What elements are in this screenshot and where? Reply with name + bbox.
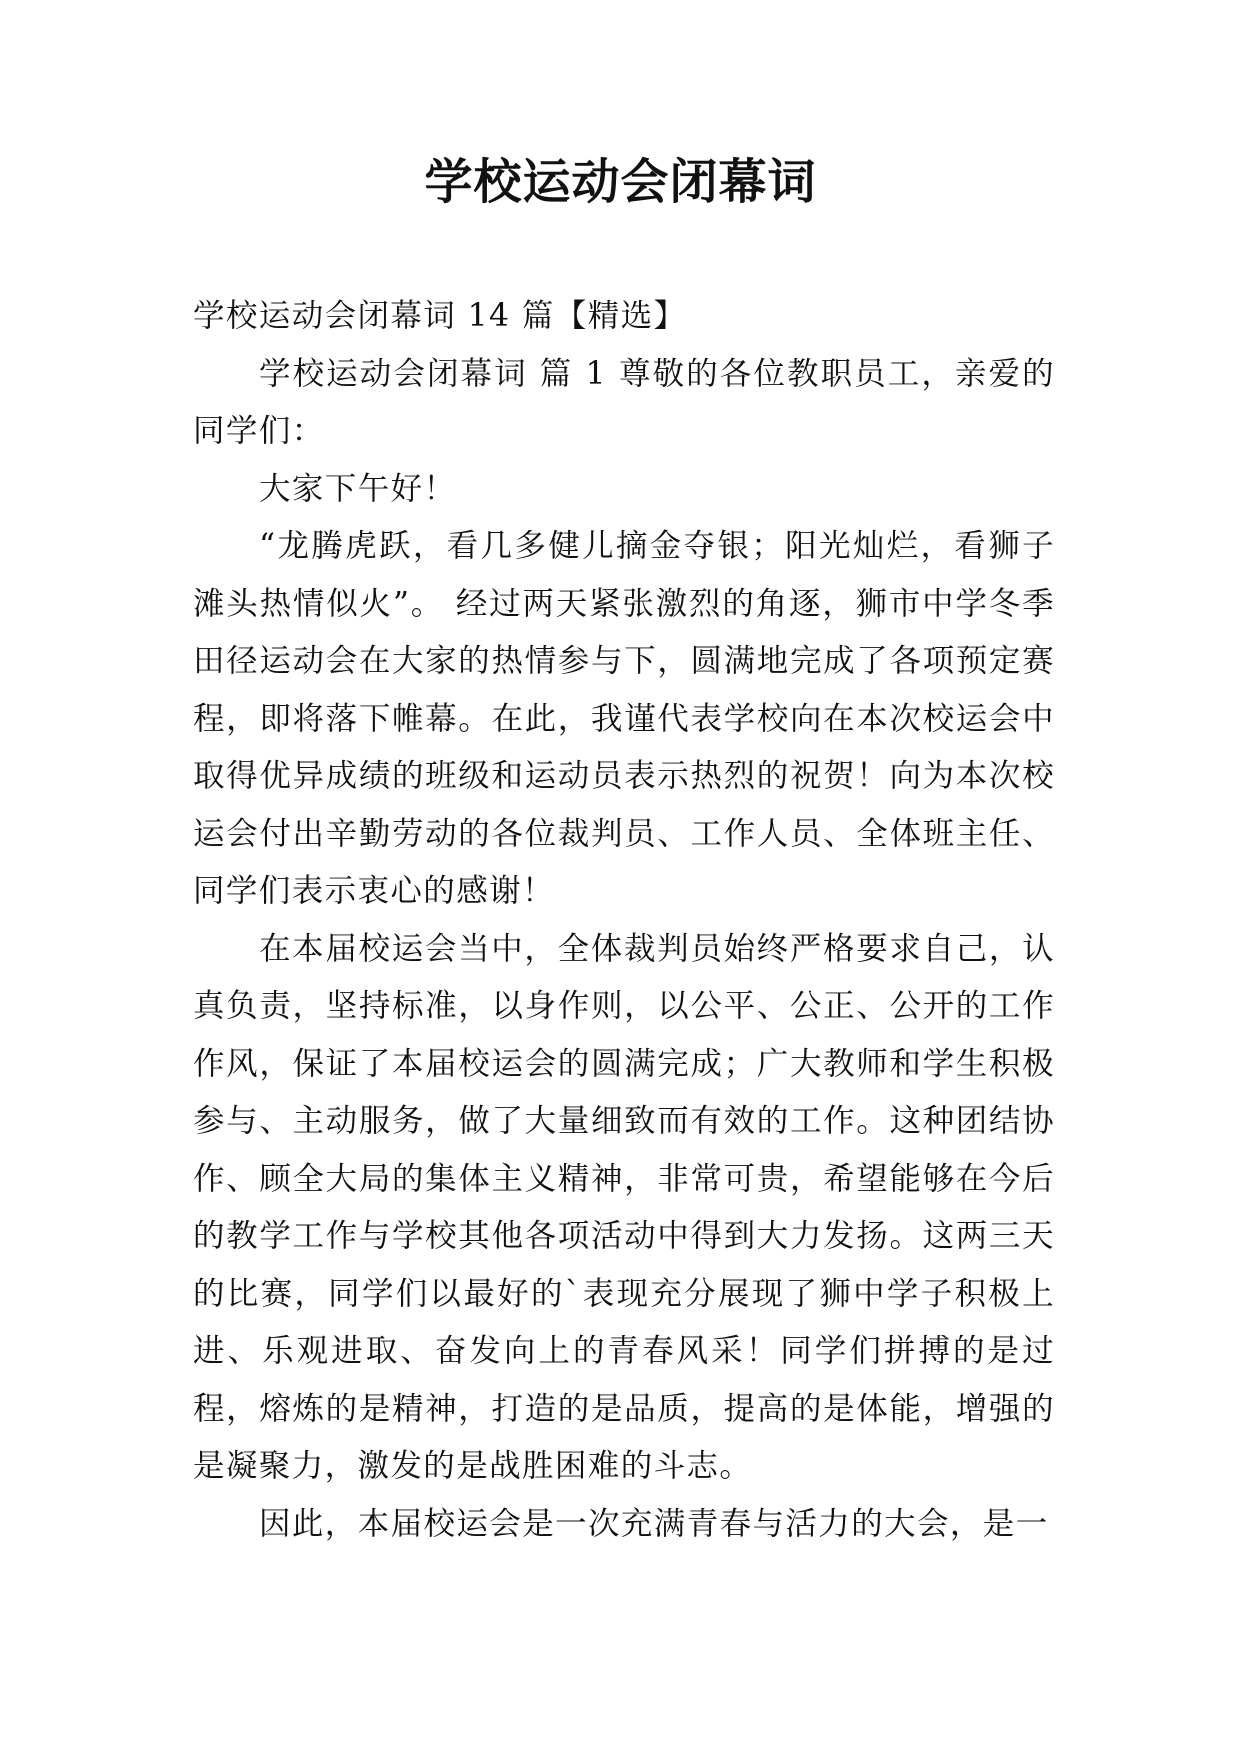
document-title: 学校运动会闭幕词 — [424, 154, 817, 210]
paragraph-conclusion: 因此，本届校运会是一次充满青春与活力的大会，是一 — [259, 1505, 1049, 1542]
document-body — [193, 288, 1055, 1553]
paragraph-praise: 在本届校运会当中，全体裁判员始终严格要求自己，认真负责，坚持标准，以身作则，以公平、公正、公开的工作作风，保证了本届校运会的圆满完成；广大教师和学生积极参与、主动服务，做了大量细致而有效的工作。这种团结协作、顾全大局的集体主义精神，非常可贵，希望能够在今后的教学工作与学校其他各项活动中得到大力发扬。这两三天的比赛，同学们以最好的`表现充分展现了狮中学子积极上进、乐观进取、奋发向上的青春风采！同学们拼搏的是过程，熔炼的是精神，打造的是品质，提高的是体能，增强的是凝聚力，激发的是战胜困难的斗志。 — [193, 930, 1055, 1484]
paragraph-greeting-heading: 学校运动会闭幕词 篇 1 尊敬的各位教职员工，亲爱的同学们： — [193, 355, 1055, 449]
paragraph-opening: “龙腾虎跃，看几多健儿摘金夺银；阳光灿烂，看狮子滩头热情似火”。 经过两天紧张激烈的角逐，狮市中学冬季田径运动会在大家的热情参与下，圆满地完成了各项预定赛程，即将落下帷幕。在此，我谨代表学校向在本次校运会中取得优异成绩的班级和运动员表示热烈的祝贺！向为本次校运会付出辛勤劳动的各位裁判员、工作人员、全体班主任、同学们表示衷心的感谢！ — [193, 528, 1055, 909]
document-subtitle: 学校运动会闭幕词 14 篇【精选】 — [193, 298, 687, 334]
paragraph-greeting: 大家下午好！ — [259, 470, 457, 507]
